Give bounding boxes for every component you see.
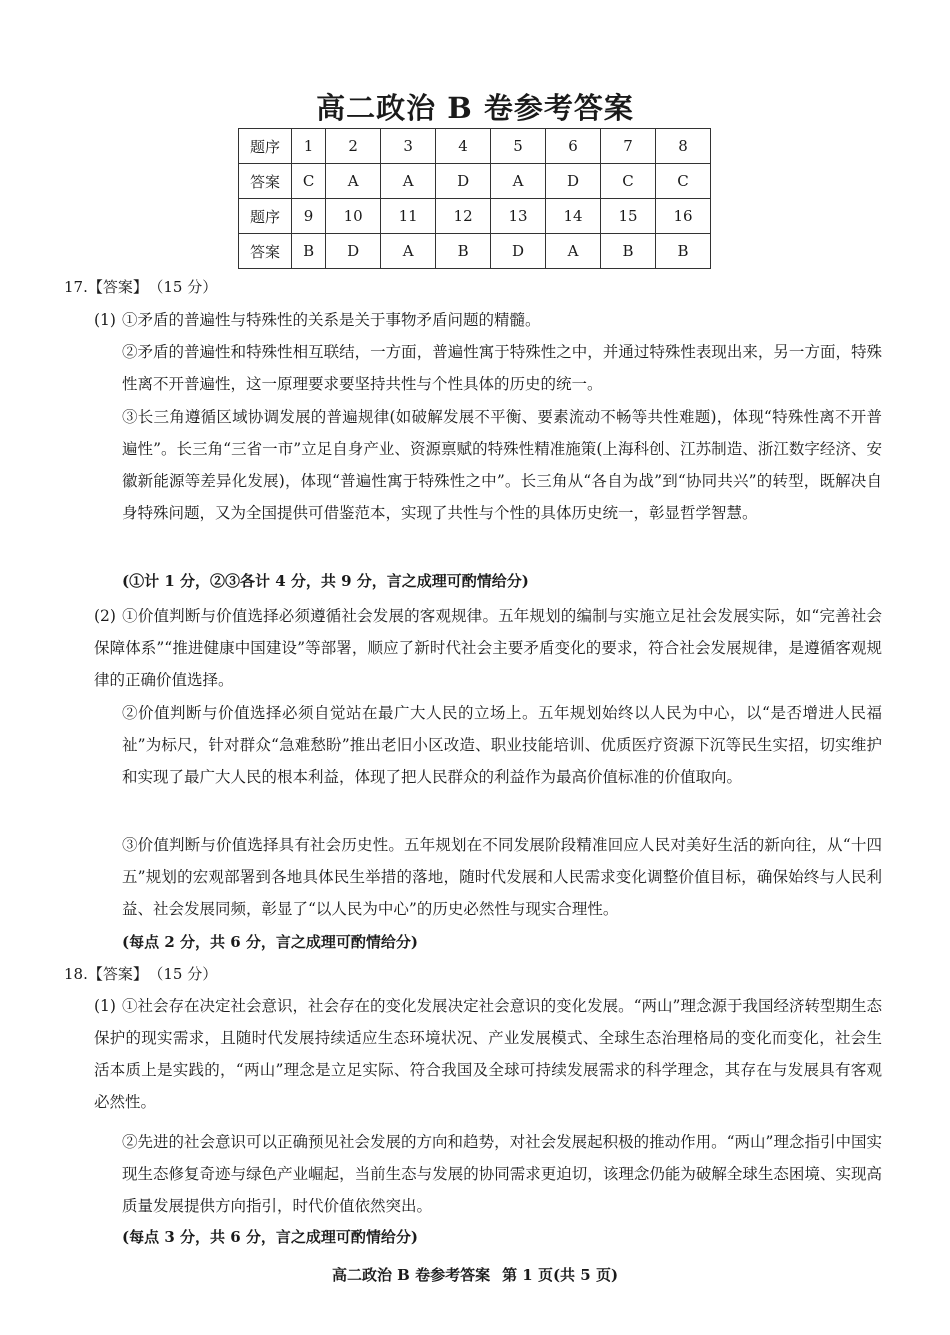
answer-table-cell: 8 [655,129,710,164]
q17-part1-point1-text: ①矛盾的普遍性与特殊性的关系是关于事物矛盾问题的精髓。 [122,311,541,329]
q17-part1-point1 [94,304,882,336]
answer-table-cell: 10 [326,199,381,234]
footer-title: 高二政治 B 卷参考答案 [331,1266,491,1284]
q17-part2-point1 [94,600,882,696]
answer-table-cell: 12 [436,199,491,234]
answer-table [238,128,711,269]
answer-table-cell: 2 [326,129,381,164]
answer-table-cell: 4 [436,129,491,164]
answer-table-cell: A [381,234,436,269]
answer-table-row [239,129,711,164]
question-17-header [64,277,217,297]
answer-table-cell: B [292,234,326,269]
answer-table-cell: 13 [491,199,546,234]
answer-table-row-header: 题序 [239,129,292,164]
q17-part2-scoring-note: (每点 2 分，共 6 分，言之成理可酌情给分) [122,933,418,951]
answer-table-row-header: 答案 [239,234,292,269]
q17-part2-point3: ③价值判断与价值选择具有社会历史性。五年规划在不同发展阶段精准回应人民对美好生活的新向往，从“十四五”规划的宏观部署到各地具体民生举措的落地，随时代发展和人民需求变化调整价值目标，确保始终与人民利益、社会发展同频，彰显了“以人民为中心”的历史必然性与现实合理性。 [122,836,882,918]
answer-table-cell: 1 [292,129,326,164]
answer-table-cell: B [436,234,491,269]
answer-table-cell: C [601,164,656,199]
q17-part1-label: (1) [94,311,116,329]
answer-table-row [239,164,711,199]
question-17-score: （15 分） [155,278,218,296]
answer-table-cell: B [601,234,656,269]
answer-table-cell: D [326,234,381,269]
answer-table-cell: 11 [381,199,436,234]
answer-table-body [239,129,711,269]
answer-table-cell: 16 [655,199,710,234]
answer-table-cell: 15 [601,199,656,234]
answer-table-cell: D [436,164,491,199]
q17-part2-point2: ②价值判断与价值选择必须自觉站在最广大人民的立场上。五年规划始终以人民为中心，以“是否增进人民福祉”为标尺，针对群众“急难愁盼”推出老旧小区改造、职业技能培训、优质医疗资源下沉等民生实招，切实维护和实现了最广大人民的根本利益，体现了把人民群众的利益作为最高价值标准的价值取向。 [122,704,882,786]
page-footer [0,1264,950,1285]
q17-part2-label: (2) [94,607,116,625]
answer-table-cell: D [491,234,546,269]
answer-table-cell: D [546,164,601,199]
q18-part1-scoring-note: (每点 3 分，共 6 分，言之成理可酌情给分) [122,1228,418,1246]
answer-table-cell: 14 [546,199,601,234]
footer-page-number: 第 1 页(共 5 页) [502,1266,619,1284]
q18-part1-point1-text: ①社会存在决定社会意识，社会存在的变化发展决定社会意识的变化发展。“两山”理念源于我国经济转型期生态保护的现实需求，且随时代发展持续适应生态环境状况、产业发展模式、全球生态治理格局的变化而变化，社会生活本质上是实践的，“两山”理念是立足实际、符合我国及全球可持续发展需求的科学理念，其存在与发展具有客观必然性。 [94,997,882,1111]
answer-table-cell: A [491,164,546,199]
q17-part1-point2: ②矛盾的普遍性和特殊性相互联结，一方面，普遍性寓于特殊性之中，并通过特殊性表现出来，另一方面，特殊性离不开普遍性，这一原理要求要坚持共性与个性具体的历史的统一。 [122,343,882,393]
answer-table-cell: 9 [292,199,326,234]
answer-table-row [239,199,711,234]
answer-table-cell: A [381,164,436,199]
answer-table-cell: B [655,234,710,269]
question-18-header [64,964,217,984]
question-17-label: 17.【答案】 [64,278,148,296]
answer-table-cell: A [326,164,381,199]
q17-part2-point1-text: ①价值判断与价值选择必须遵循社会发展的客观规律。五年规划的编制与实施立足社会发展实际，如“完善社会保障体系”“推进健康中国建设”等部署，顺应了新时代社会主要矛盾变化的要求，符合社会发展规律，是遵循客观规律的正确价值选择。 [94,607,882,689]
answer-table-cell: 3 [381,129,436,164]
answer-table-cell: A [546,234,601,269]
answer-table-cell: 5 [491,129,546,164]
q18-part1-point2: ②先进的社会意识可以正确预见社会发展的方向和趋势，对社会发展起积极的推动作用。“两山”理念指引中国实现生态修复奇迹与绿色产业崛起，当前生态与发展的协同需求更迫切，该理念仍能为破解全球生态困境、实现高质量发展提供方向指引，时代价值依然突出。 [122,1133,882,1215]
answer-table-cell: C [655,164,710,199]
q18-part1-label: (1) [94,997,116,1015]
answer-table-cell: C [292,164,326,199]
q18-part1-point1 [94,990,882,1118]
answer-table-row-header: 答案 [239,164,292,199]
answer-table-cell: 7 [601,129,656,164]
q17-part1-point3: ③长三角遵循区域协调发展的普遍规律(如破解发展不平衡、要素流动不畅等共性难题)，体现“特殊性离不开普遍性”。长三角“三省一市”立足自身产业、资源禀赋的特殊性精准施策(上海科创、江苏制造、浙江数字经济、安徽新能源等差异化发展)，体现“普遍性寓于特殊性之中”。长三角从“各自为战”到“协同共兴”的转型，既解决自身特殊问题，又为全国提供可借鉴范本，实现了共性与个性的具体历史统一，彰显哲学智慧。 [122,408,882,522]
question-18-label: 18.【答案】 [64,965,148,983]
question-18-score: （15 分） [155,965,218,983]
answer-table-cell: 6 [546,129,601,164]
page-title: 高二政治 B 卷参考答案 [316,91,634,125]
answer-table-row [239,234,711,269]
q17-part1-scoring-note: (①计 1 分，②③各计 4 分，共 9 分，言之成理可酌情给分) [122,572,529,590]
answer-table-row-header: 题序 [239,199,292,234]
